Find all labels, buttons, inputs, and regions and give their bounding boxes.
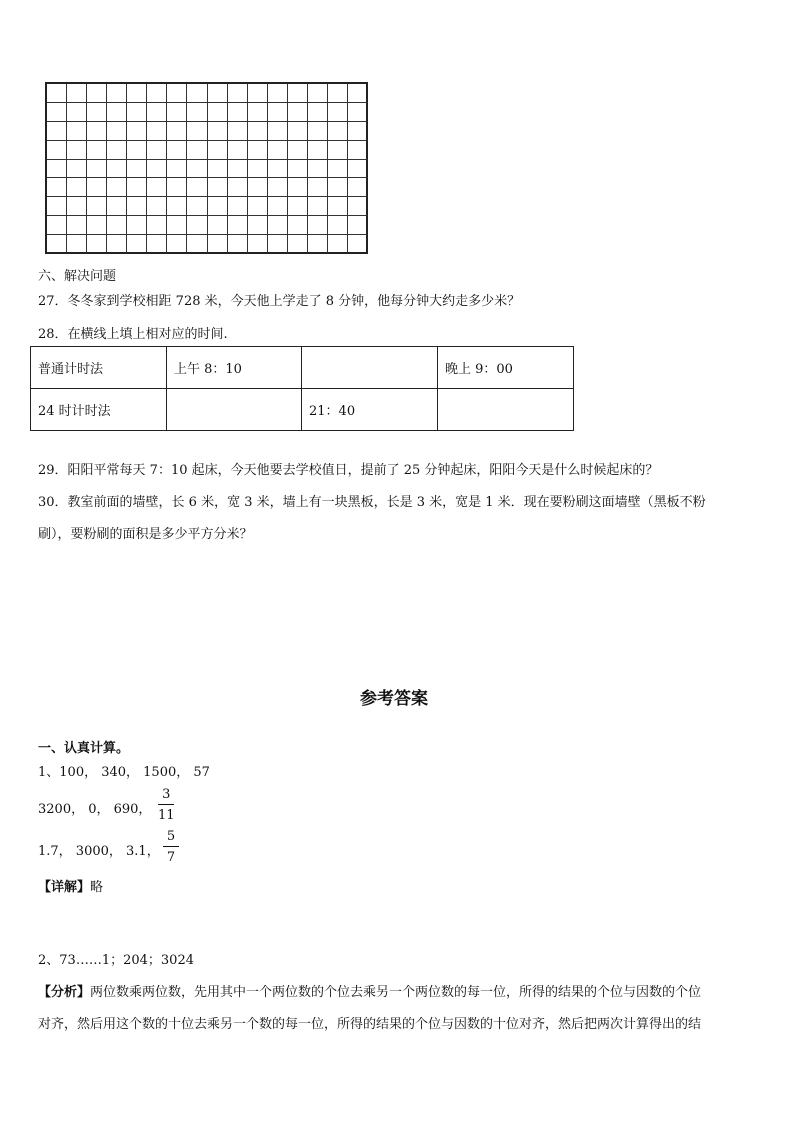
grid-cell [248,197,268,216]
grid-cell [167,178,187,197]
grid-cell [288,216,308,235]
grid-cell [167,197,187,216]
fraction-denominator: 7 [166,850,176,865]
table-cell [302,347,438,389]
fraction-3-11 [158,788,175,822]
grid-cell [328,122,348,141]
grid-cell [208,160,228,179]
grid-cell [288,122,308,141]
fraction-numerator: 5 [166,829,176,844]
table-cell [167,389,302,431]
grid-cell [228,197,248,216]
analysis-label: 【分析】 [38,985,91,1000]
grid-cell [348,197,368,216]
grid-cell [268,122,288,141]
grid-cell [208,141,228,160]
grid-cell [328,197,348,216]
grid-cell [47,160,67,179]
grid-cell [47,235,67,254]
table-cell: 上午 8：10 [167,347,302,389]
grid-cell [288,84,308,103]
grid-cell [127,160,147,179]
table-cell: 21：40 [302,389,438,431]
grid-cell [328,216,348,235]
grid-cell [167,122,187,141]
grid-cell [87,216,107,235]
grid-cell [127,122,147,141]
grid-cell [288,178,308,197]
grid-cell [187,216,207,235]
grid-cell [228,216,248,235]
grid-cell [248,84,268,103]
answers-section-heading: 一、认真计算。 [38,741,130,756]
grid-cell [268,141,288,160]
grid-cell [348,122,368,141]
grid-cell [67,216,87,235]
grid-cell [67,235,87,254]
grid-cell [228,235,248,254]
table-cell: 24 时计时法 [31,389,167,431]
grid-cell [127,216,147,235]
table-cell: 晚上 9：00 [438,347,574,389]
grid-cell [348,84,368,103]
grid-cell [348,160,368,179]
grid-cell [187,122,207,141]
grid-cell [87,160,107,179]
grid-cell [167,216,187,235]
grid-cell [67,103,87,122]
grid-cell [187,178,207,197]
grid-cell [208,103,228,122]
grid-cell [147,160,167,179]
grid-cell [308,84,328,103]
grid-cell [328,103,348,122]
grid-cell [47,103,67,122]
grid-cell [107,141,127,160]
grid-cell [187,235,207,254]
grid-cell [47,197,67,216]
table-cell [438,389,574,431]
question-27: 27．冬冬家到学校相距 728 米，今天他上学走了 8 分钟，他每分钟大约走多少米？ [38,294,521,309]
analysis-line-2: 对齐，然后用这个数的十位去乘另一个数的每一位，所得的结果的个位与因数的十位对齐，然后把两次计算得出的结 [38,1017,702,1032]
grid-cell [268,160,288,179]
grid-cell [107,197,127,216]
grid-cell [87,103,107,122]
grid-cell [47,122,67,141]
grid-cell [228,103,248,122]
table-row [31,389,574,431]
grid-paper [45,82,368,254]
grid-cell [228,160,248,179]
grid-cell [348,235,368,254]
grid-cell [308,197,328,216]
grid-cell [248,122,268,141]
section-heading: 六、解决问题 [38,269,117,284]
grid-cell [187,141,207,160]
fraction-5-7 [163,830,179,864]
grid-cell [328,160,348,179]
fraction-denominator: 11 [158,808,175,823]
time-table [30,346,574,431]
grid-cell [107,216,127,235]
grid-cell [248,160,268,179]
table-row [31,347,574,389]
grid-cell [47,141,67,160]
grid-cell [248,216,268,235]
grid-cell [208,178,228,197]
grid-cell [167,160,187,179]
grid-cell [268,84,288,103]
question-30-line-2: 刷），要粉刷的面积是多少平方分米？ [38,527,253,542]
grid-cell [208,235,228,254]
grid-cell [67,84,87,103]
grid-cell [348,178,368,197]
grid-cell [67,197,87,216]
grid-cell [228,178,248,197]
grid-cell [147,235,167,254]
grid-cell [328,235,348,254]
grid-cell [147,103,167,122]
grid-cell [127,84,147,103]
grid-cell [87,122,107,141]
grid-cell [87,84,107,103]
grid-cell [228,84,248,103]
grid-cell [127,103,147,122]
grid-cell [107,160,127,179]
grid-cell [288,235,308,254]
question-28: 28．在横线上填上相对应的时间. [38,327,228,342]
grid-cell [167,141,187,160]
grid-cell [268,103,288,122]
grid-cell [107,122,127,141]
grid-cell [67,178,87,197]
grid-cell [67,141,87,160]
grid-cell [248,178,268,197]
grid-cell [288,141,308,160]
grid-cell [308,235,328,254]
grid-cell [147,122,167,141]
answer-2-line: 2、73……1；204；3024 [38,953,194,968]
grid-cell [348,216,368,235]
grid-cell [228,122,248,141]
answers-title: 参考答案 [360,689,428,709]
grid-cell [167,235,187,254]
detail-label: 【详解】 [38,880,91,895]
grid-cell [208,197,228,216]
grid-cell [187,103,207,122]
grid-cell [167,103,187,122]
grid-cell [147,178,167,197]
grid-cell [248,141,268,160]
grid-cell [127,197,147,216]
grid-cell [147,197,167,216]
question-30-line-1: 30．教室前面的墙壁，长 6 米，宽 3 米，墙上有一块黑板，长是 3 米，宽是 1 米．现在要粉刷这面墙壁（黑板不粉 [38,495,706,510]
grid-cell [187,197,207,216]
grid-cell [288,160,308,179]
grid-cell [87,235,107,254]
question-29: 29．阳阳平常每天 7：10 起床，今天他要去学校值日，提前了 25 分钟起床，阳阳今天是什么时候起床的？ [38,463,659,478]
grid-cell [47,84,67,103]
grid-cell [268,216,288,235]
grid-cell [268,197,288,216]
answer-1-line-2: 3200， 0， 690， [38,802,152,817]
grid-cell [208,122,228,141]
grid-cell [187,84,207,103]
grid-cell [147,216,167,235]
grid-cell [308,216,328,235]
grid-cell [308,103,328,122]
grid-cell [87,197,107,216]
grid-cell [328,178,348,197]
analysis-line-1 [38,981,701,1000]
grid-cell [127,235,147,254]
grid-cell [208,84,228,103]
grid-cell [348,141,368,160]
grid-cell [87,178,107,197]
grid-cell [67,160,87,179]
answer-1-line-1: 1、100， 340， 1500， 57 [38,765,210,780]
grid-cell [127,141,147,160]
grid-cell [47,216,67,235]
grid-cell [308,122,328,141]
grid-cell [228,141,248,160]
grid-cell [288,103,308,122]
grid-cell [328,84,348,103]
grid-cell [268,235,288,254]
grid-cell [107,178,127,197]
grid-cell [288,197,308,216]
analysis-text-1: 两位数乘两位数，先用其中一个两位数的个位去乘另一个两位数的每一位，所得的结果的个位与因数的个位 [90,985,702,1000]
grid-cell [107,235,127,254]
grid-cell [308,141,328,160]
grid-cell [187,160,207,179]
grid-cell [348,103,368,122]
grid-cell [268,178,288,197]
grid-cell [107,84,127,103]
grid-cell [308,160,328,179]
grid-cell [67,122,87,141]
table-cell: 普通计时法 [31,347,167,389]
grid-cell [87,141,107,160]
grid-cell [248,103,268,122]
grid-cell [147,84,167,103]
grid-cell [127,178,147,197]
grid-cell [167,84,187,103]
detail-text: 略 [90,880,104,895]
grid-cell [147,141,167,160]
fraction-numerator: 3 [162,787,171,802]
grid-cell [107,103,127,122]
grid-cell [328,141,348,160]
grid-cell [208,216,228,235]
answer-1-line-3: 1.7， 3000， 3.1， [38,844,160,859]
grid-cell [47,178,67,197]
detail-line [38,876,103,895]
grid-cell [308,178,328,197]
grid-cell [248,235,268,254]
